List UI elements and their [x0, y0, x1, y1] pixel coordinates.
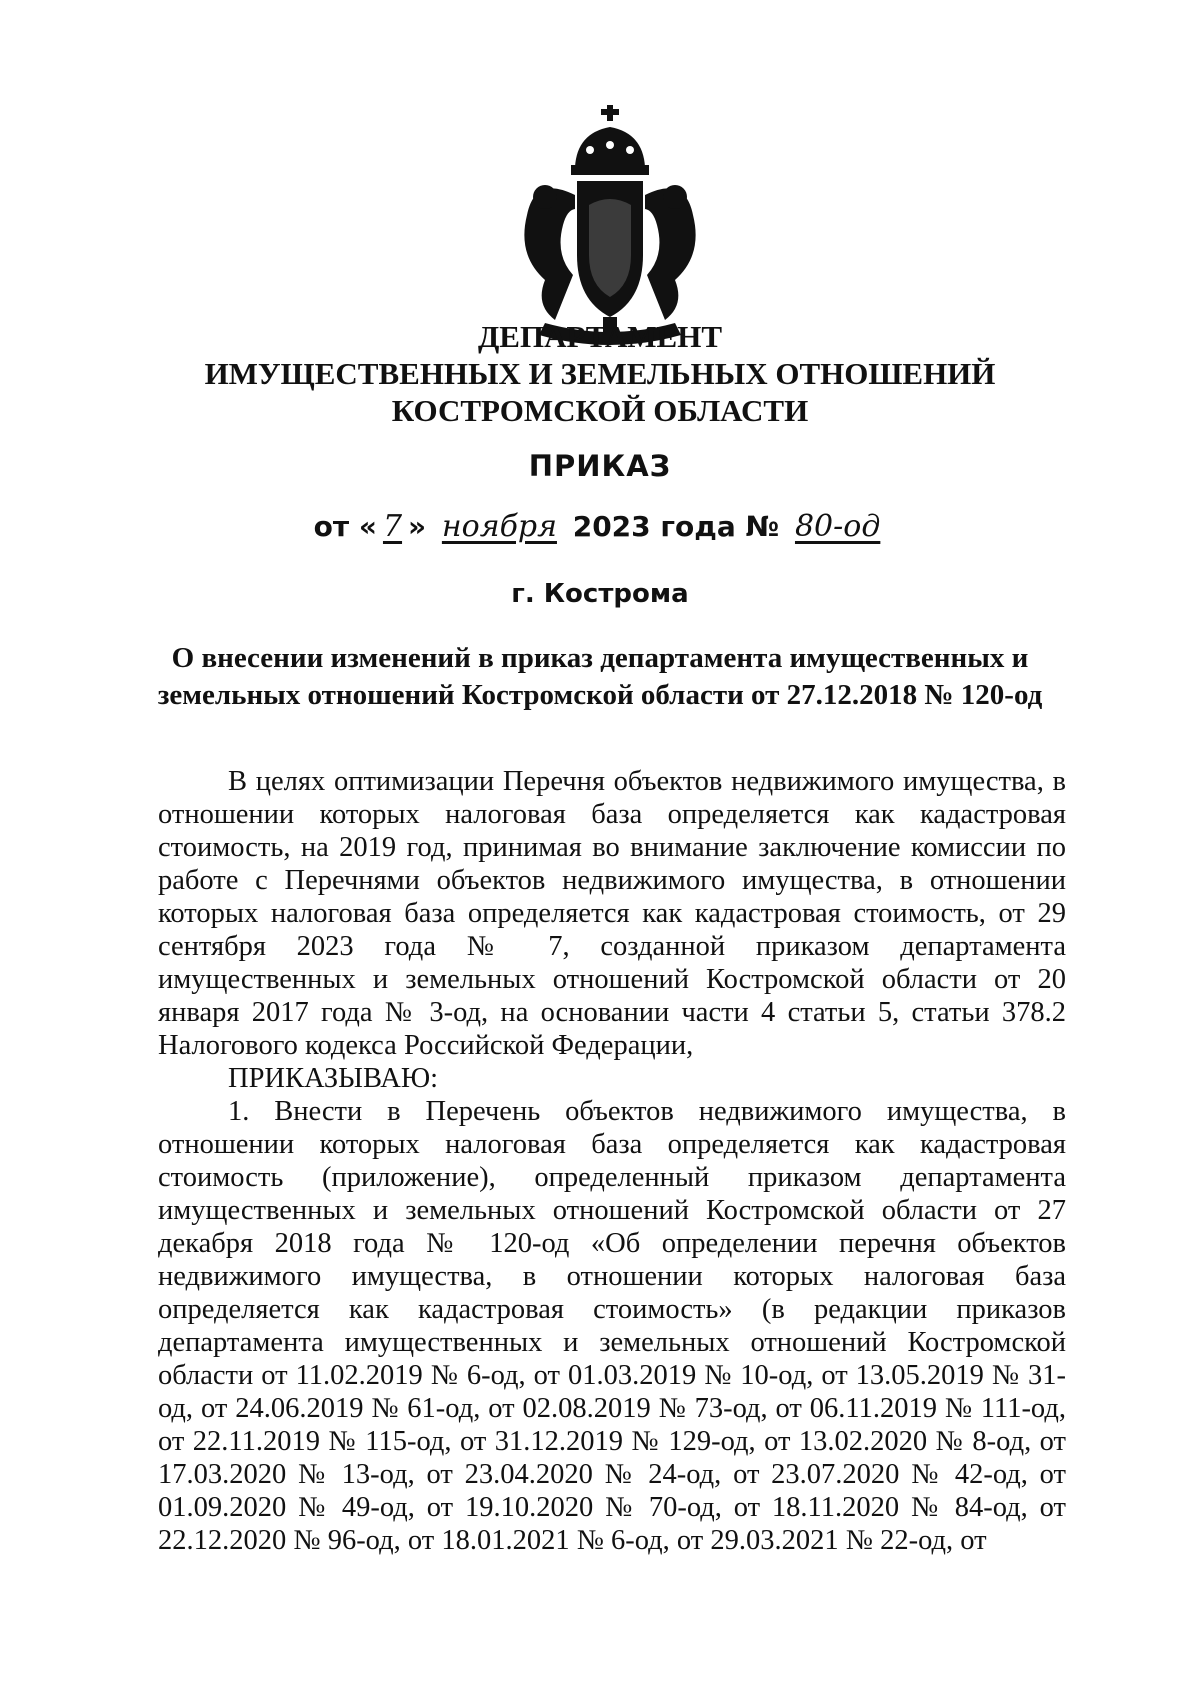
date-mid: » [408, 510, 427, 543]
decree-word: ПРИКАЗЫВАЮ: [228, 1063, 439, 1094]
body-paragraph-1: 1. Внести в Перечень объектов недвижимого имущества, в отношении которых налоговая база определяется как кадастровая стоимость (приложение), определенный приказом департамента имущественных и земельных отношений Костромской области от 27 декабря 2018 года № 120-од «Об определении перечня объектов недвижимого имущества, в отношении которых налоговая база определяется как кадастровая стоимость» (в редакции приказов департамента имущественных и земельных отношений Костромской области от 11.02.2019 № 6-од, от 01.03.2019 № 10-од, от 13.05.2019 № 31-од, от 24.06.2019 № 61-од, от 02.08.2019 № 73-од, от 06.11.2019 № 111-од, от 22.11.2019 № 115-од, от 31.12.2019 № 129-од, от 13.02.2020 № 8-од, от 17.03.2020 № 13-од, от 23.04.2020 № 24-од, от 23.07.2020 № 42-од, от 01.09.2020 № 49-од, от 19.10.2020 № 70-од, от 18.11.2020 № 84-од, от 22.12.2020 № 96-од, от 18.01.2021 № 6-од, от 29.03.2021 № 22-од, от [158, 1096, 1066, 1556]
order-body [158, 765, 1066, 1557]
department-line-3: КОСТРОМСКОЙ ОБЛАСТИ [391, 393, 809, 428]
department-name [0, 318, 1200, 429]
order-subject [150, 640, 1050, 714]
department-line-1: ДЕПАРТАМЕНТ [477, 319, 723, 354]
handwritten-month: ноября [441, 509, 557, 544]
order-date-line [0, 510, 1200, 544]
year-text: 2023 года № [572, 510, 780, 543]
department-line-2: ИМУЩЕСТВЕННЫХ И ЗЕМЕЛЬНЫХ ОТНОШЕНИЙ [204, 356, 996, 391]
date-prefix: от « [313, 510, 377, 543]
subject-line-1: О внесении изменений в приказ департамента имущественных и [171, 642, 1029, 674]
subject-line-2: земельных отношений Костромской области от 27.12.2018 № 120-од [157, 679, 1043, 711]
handwritten-day: 7 [382, 509, 403, 544]
order-title: ПРИКАЗ [528, 449, 672, 483]
body-paragraph-preamble: В целях оптимизации Перечня объектов недвижимого имущества, в отношении которых налоговая база определяется как кадастровая стоимость, на 2019 год, принимая во внимание заключение комиссии по работе с Перечнями объектов недвижимого имущества, в отношении которых налоговая база определяется как кадастровая стоимость, от 29 сентября 2023 года № 7, созданной приказом департамента имущественных и земельных отношений Костромской области от 20 января 2017 года № 3-од, на основании части 4 статьи 5, статьи 378.2 Налогового кодекса Российской Федерации, [158, 766, 1066, 1061]
city: г. Кострома [511, 579, 689, 609]
handwritten-number: 80-од [794, 509, 881, 544]
